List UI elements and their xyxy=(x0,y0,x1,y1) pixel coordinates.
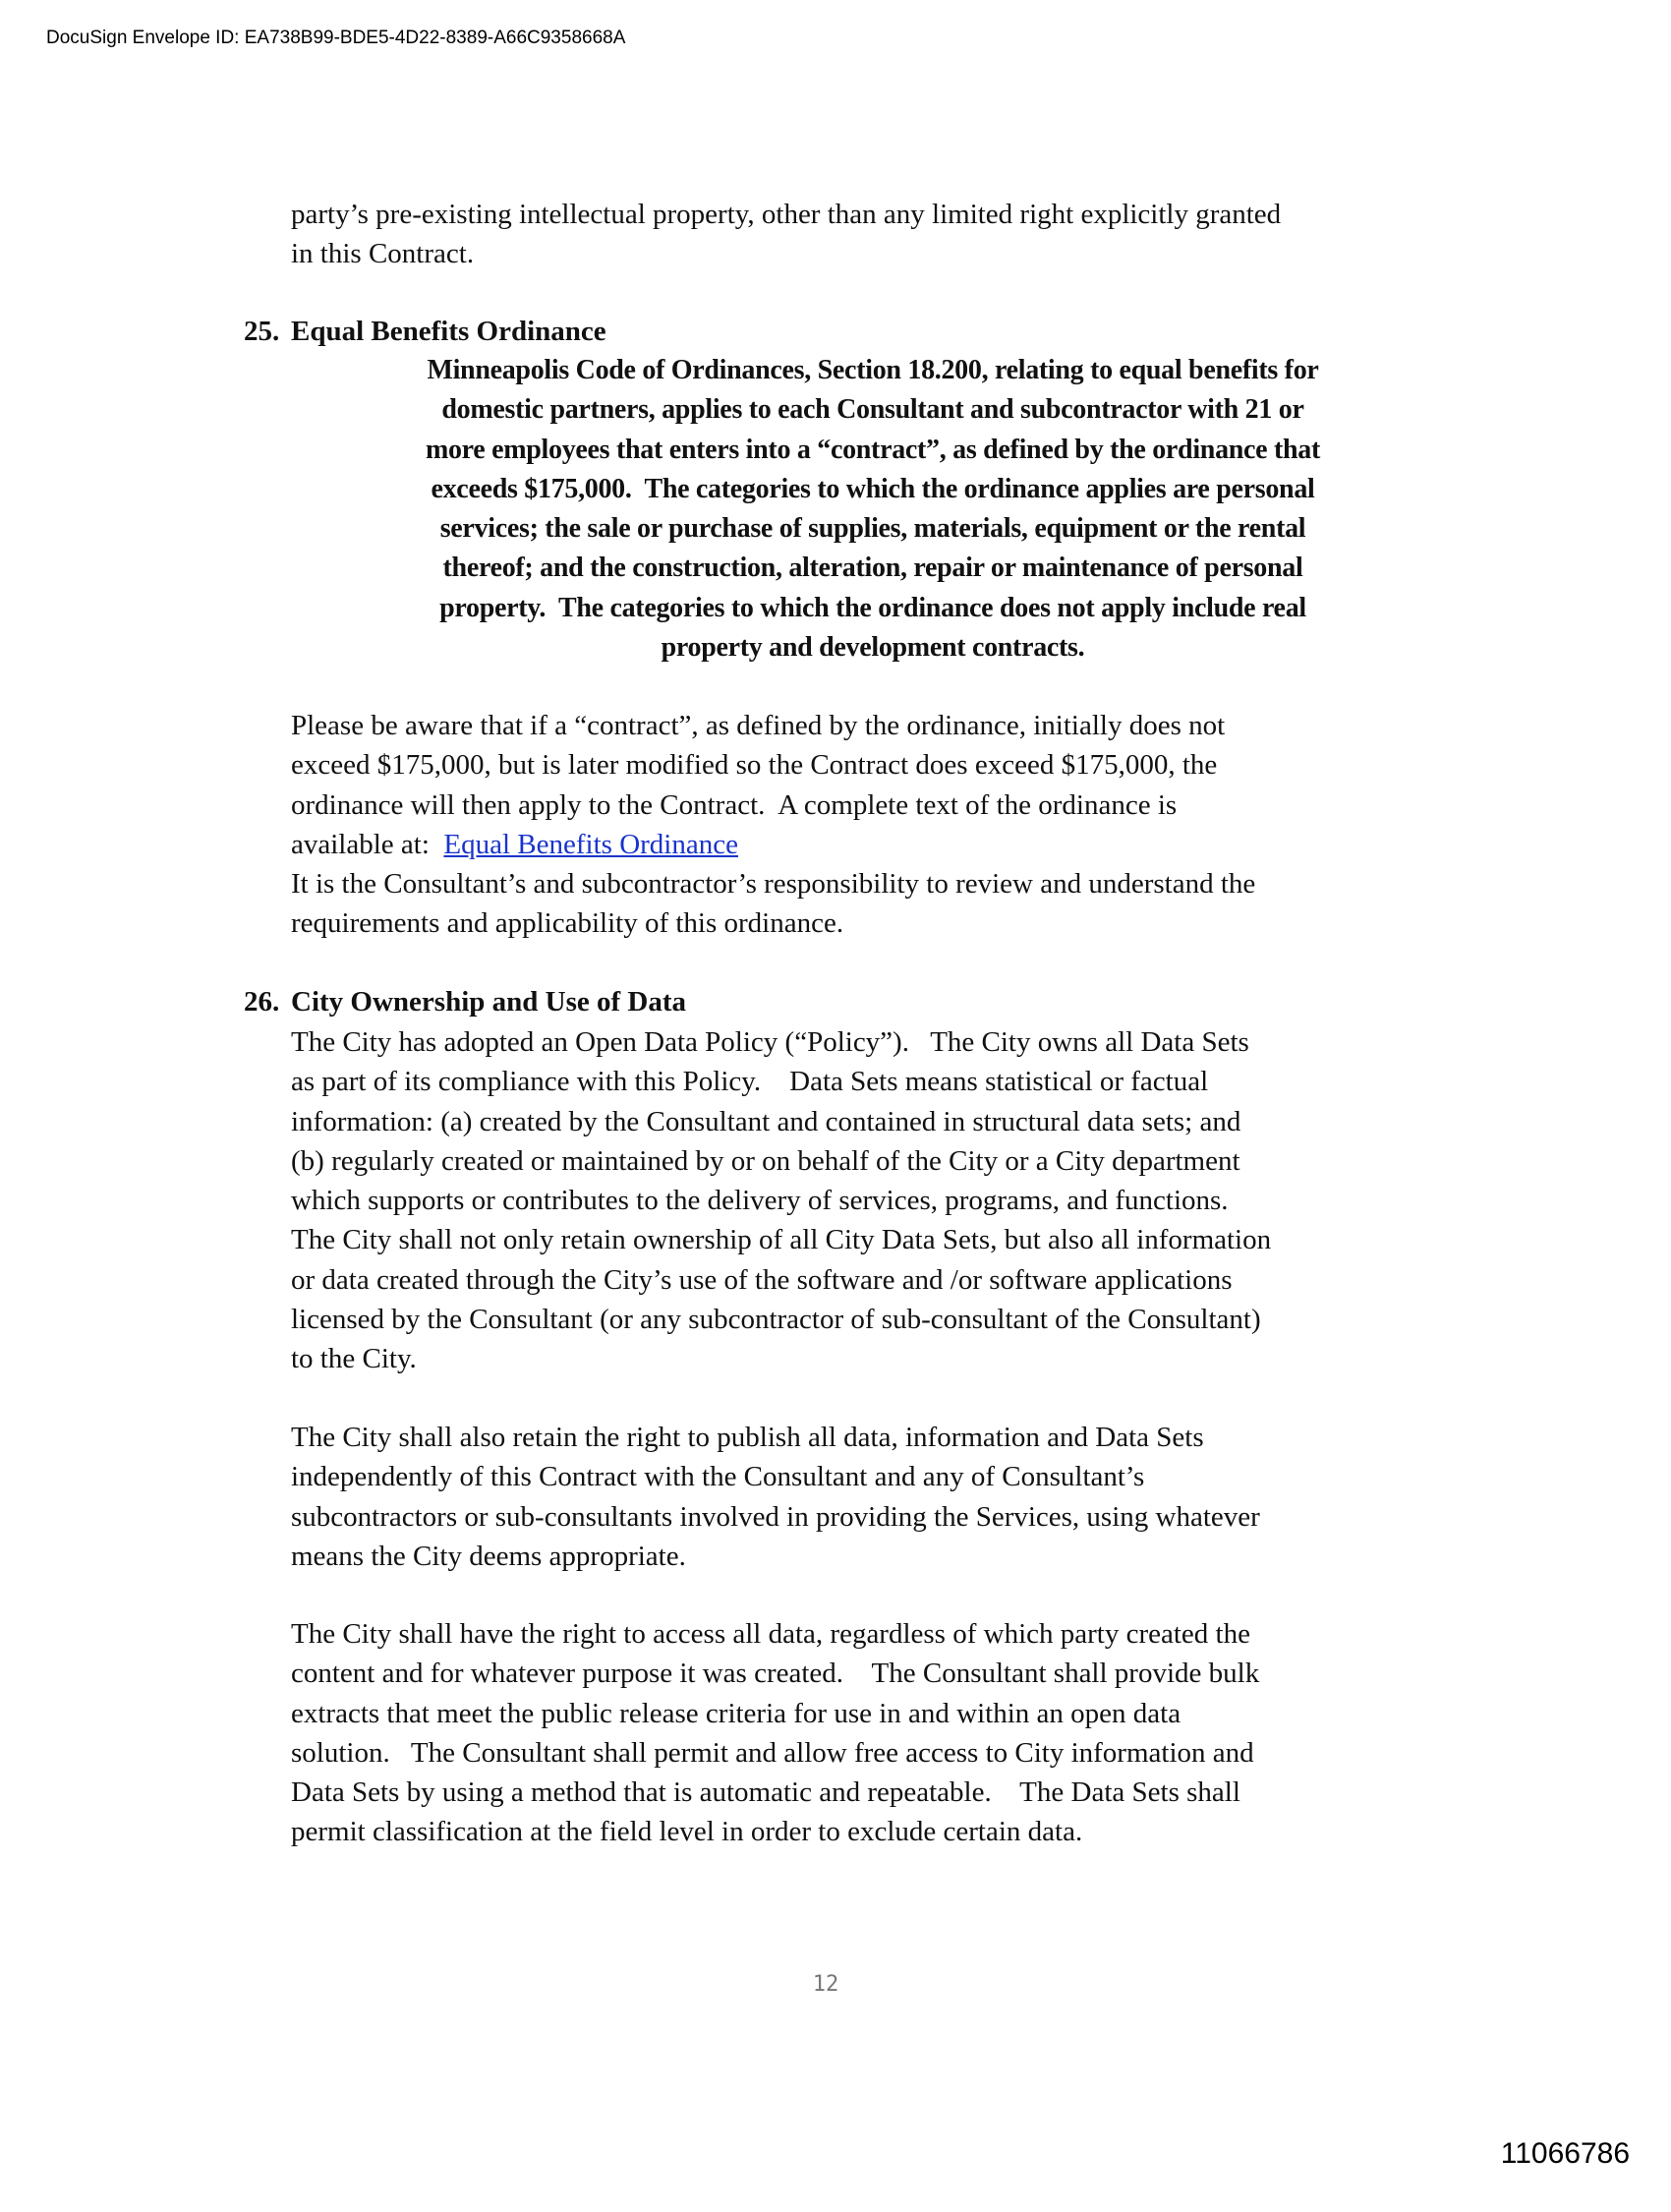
ordinance-bold-notice xyxy=(283,351,1463,668)
section-number: 26. xyxy=(244,986,280,1018)
text-line: The City shall not only retain ownership of all City Data Sets, but also all information xyxy=(291,1224,1272,1256)
text-line: property. The categories to which the ordinance does not apply include real xyxy=(439,592,1306,623)
text-line: content and for whatever purpose it was created. The Consultant shall provide bulk xyxy=(291,1658,1260,1690)
text-line: exceed $175,000, but is later modified so the Contract does exceed $175,000, the xyxy=(291,749,1218,782)
text-line: services; the sale or purchase of supplies, materials, equipment or the rental xyxy=(439,513,1306,545)
text-line: thereof; and the construction, alteration, repair or maintenance of personal xyxy=(442,553,1303,584)
text-line: licensed by the Consultant (or any subcontractor of sub-consultant of the Consultant) xyxy=(291,1304,1261,1336)
section-25-heading xyxy=(244,312,606,351)
equal-benefits-ordinance-link[interactable]: Equal Benefits Ordinance xyxy=(443,828,738,860)
available-at-label: available at: xyxy=(291,828,444,860)
text-line: Data Sets by using a method that is automatic and repeatable. The Data Sets shall xyxy=(291,1776,1240,1809)
continuation-paragraph xyxy=(291,195,1569,274)
text-line: requirements and applicability of this ordinance. xyxy=(291,907,844,940)
text-line: The City shall also retain the right to publish all data, information and Data Sets xyxy=(291,1422,1204,1453)
text-line: party’s pre-existing intellectual property, other than any limited right explicitly granted xyxy=(291,199,1282,230)
publish-rights-paragraph xyxy=(291,1418,1569,1576)
section-number: 25. xyxy=(244,316,280,347)
text-line: subcontractors or sub-consultants involved in providing the Services, using whatever xyxy=(291,1500,1260,1533)
section-title: Equal Benefits Ordinance xyxy=(291,316,606,347)
footer-document-id: 11066786 xyxy=(1500,2137,1630,2170)
text-line: The City has adopted an Open Data Policy (“Policy”). The City owns all Data Sets xyxy=(291,1026,1249,1058)
data-ownership-paragraph xyxy=(291,1022,1569,1379)
text-line: to the City. xyxy=(291,1343,417,1375)
text-line: information: (a) created by the Consultant and contained in structural data sets; and xyxy=(291,1105,1241,1137)
page-number: 12 xyxy=(812,1972,839,1997)
ordinance-paragraph xyxy=(291,706,1569,944)
text-line: (b) regularly created or maintained by or on behalf of the City or a City department xyxy=(291,1144,1240,1177)
text-line: solution. The Consultant shall permit and allow free access to City information and xyxy=(291,1736,1254,1769)
data-access-paragraph xyxy=(291,1614,1569,1852)
text-line: as part of its compliance with this Policy. Data Sets means statistical or factual xyxy=(291,1066,1209,1098)
text-line xyxy=(291,825,1569,864)
text-line: extracts that meet the public release criteria for use in and within an open data xyxy=(291,1697,1181,1729)
section-26-heading xyxy=(244,982,686,1021)
text-line: Minneapolis Code of Ordinances, Section 18.200, relating to equal benefits for xyxy=(427,355,1319,385)
text-line: exceeds $175,000. The categories to which the ordinance applies are personal xyxy=(431,473,1315,504)
text-line: Please be aware that if a “contract”, as defined by the ordinance, initially does not xyxy=(291,710,1226,741)
text-line: or data created through the City’s use of the software and /or software applications xyxy=(291,1263,1233,1296)
section-title: City Ownership and Use of Data xyxy=(291,986,686,1018)
text-line: domestic partners, applies to each Consultant and subcontractor with 21 or xyxy=(441,394,1304,426)
text-line: which supports or contributes to the delivery of services, programs, and functions. xyxy=(291,1185,1229,1217)
docusign-envelope-id: DocuSign Envelope ID: EA738B99-BDE5-4D22-8389-A66C9358668A xyxy=(46,28,626,48)
text-line: ordinance will then apply to the Contract. A complete text of the ordinance is xyxy=(291,788,1178,821)
text-line: The City shall have the right to access all data, regardless of which party created the xyxy=(291,1618,1250,1650)
text-line: property and development contracts. xyxy=(661,632,1085,664)
text-line: independently of this Contract with the Consultant and any of Consultant’s xyxy=(291,1461,1145,1493)
text-line: permit classification at the field level in order to exclude certain data. xyxy=(291,1816,1083,1848)
text-line: It is the Consultant’s and subcontractor’s responsibility to review and understand the xyxy=(291,868,1256,901)
text-line: means the City deems appropriate. xyxy=(291,1540,686,1572)
text-line: in this Contract. xyxy=(291,238,475,270)
text-line: more employees that enters into a “contract”, as defined by the ordinance that xyxy=(425,434,1321,465)
